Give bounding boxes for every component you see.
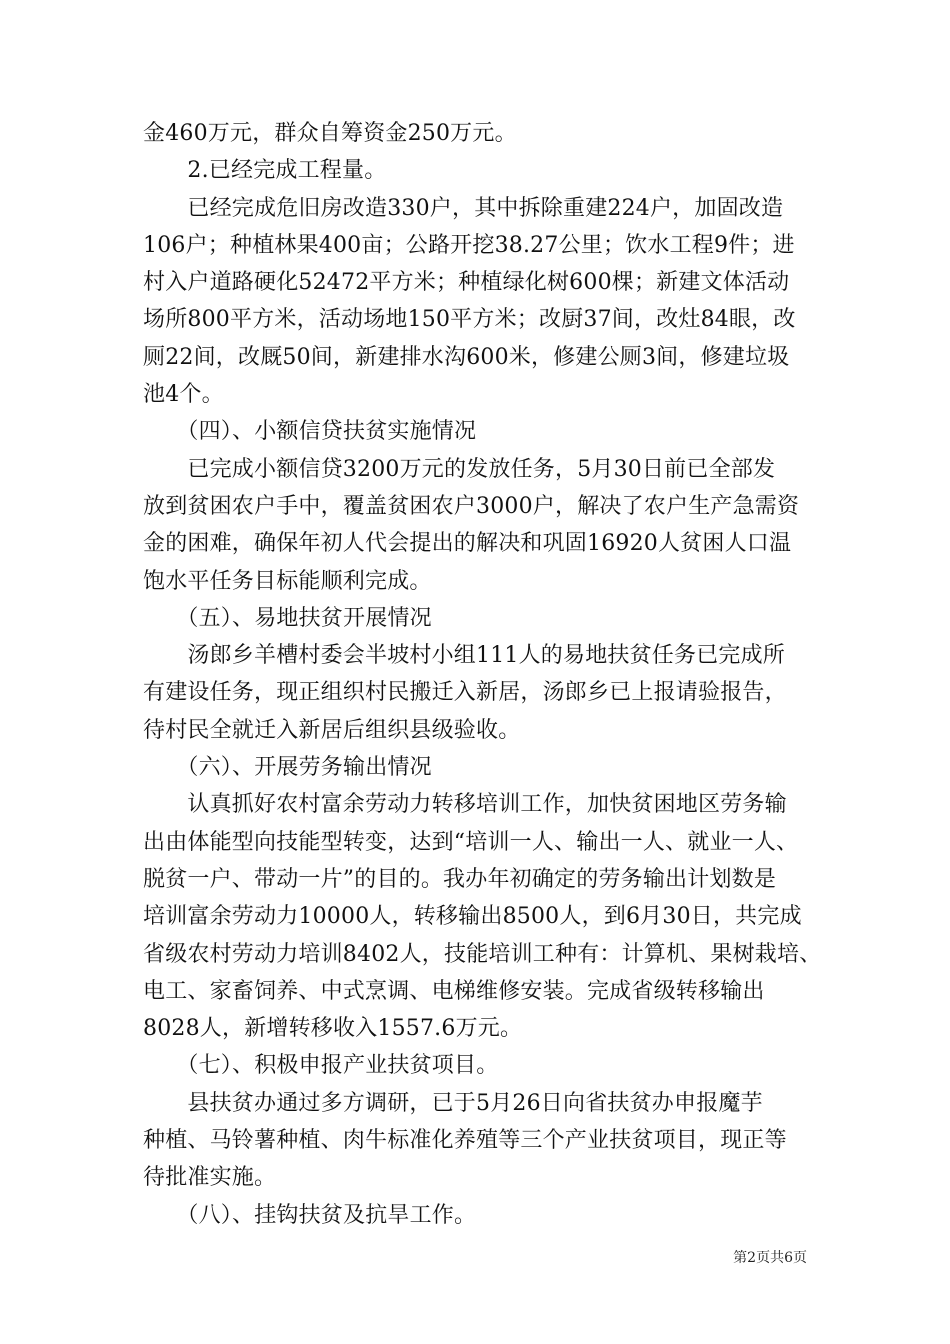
text-line: 放到贫困农户手中，覆盖贫困农户3000户，解决了农户生产急需资 [143, 493, 800, 519]
text-line: 脱贫一户、带动一片”的目的。我办年初确定的劳务输出计划数是 [143, 866, 777, 892]
text-line: 8028人，新增转移收入1557.6万元。 [143, 1016, 523, 1042]
text-line: 金460万元，群众自筹资金250万元。 [143, 121, 517, 146]
text-line: 省级农村劳动力培训8402人，技能培训工种有：计算机、果树栽培、 [143, 941, 822, 967]
text-line: 106户；种植林果400亩；公路开挖38.27公里；饮水工程9件；进 [143, 232, 795, 258]
section-heading: （四）、小额信贷扶贫实施情况 [143, 419, 477, 445]
section-heading: （八）、挂钩扶贫及抗旱工作。 [143, 1202, 477, 1228]
text-line: 有建设任务，现正组织村民搬迁入新居，汤郎乡已上报请验报告， [143, 680, 787, 706]
text-line: 电工、家畜饲养、中式烹调、电梯维修安装。完成省级转移输出 [143, 978, 765, 1004]
section-heading: （六）、开展劳务输出情况 [143, 755, 432, 781]
text-line: 县扶贫办通过多方调研，已于5月26日向省扶贫办申报魔芋 [143, 1090, 763, 1116]
text-line: 村入户道路硬化52472平方米；种植绿化树600棵；新建文体活动 [143, 270, 790, 296]
text-line: 场所800平方米，活动场地150平方米；改厨37间，改灶84眼，改 [143, 307, 796, 333]
text-line: 出由体能型向技能型转变，达到“培训一人、输出一人、就业一人、 [143, 829, 799, 855]
text-line: 池4个。 [143, 382, 224, 408]
text-line: 汤郎乡羊槽村委会半坡村小组111人的易地扶贫任务已完成所 [143, 643, 785, 669]
text-line: 已完成小额信贷3200万元的发放任务，5月30日前已全部发 [143, 456, 776, 482]
text-line: 待批准实施。 [143, 1165, 277, 1191]
text-line: 2.已经完成工程量。 [143, 158, 387, 184]
text-line: 认真抓好农村富余劳动力转移培训工作，加快贫困地区劳务输 [143, 792, 787, 818]
text-line: 已经完成危旧房改造330户，其中拆除重建224户，加固改造 [143, 195, 784, 221]
section-heading: （五）、易地扶贫开展情况 [143, 605, 432, 631]
document-body [143, 115, 822, 1234]
text-line: 待村民全就迁入新居后组织县级验收。 [143, 717, 521, 743]
text-line: 培训富余劳动力10000人，转移输出8500人，到6月30日，共完成 [143, 904, 802, 930]
text-line: 厕22间，改厩50间，新建排水沟600米，修建公厕3间，修建垃圾 [143, 344, 790, 370]
text-line: 金的困难，确保年初人代会提出的解决和巩固16920人贫困人口温 [143, 531, 792, 557]
text-line: 饱水平任务目标能顺利完成。 [143, 568, 432, 594]
section-heading: （七）、积极申报产业扶贫项目。 [143, 1053, 499, 1079]
text-line: 种植、马铃薯种植、肉牛标准化养殖等三个产业扶贫项目，现正等 [143, 1128, 787, 1154]
page-number-footer: 第2页共6页 [733, 1250, 807, 1266]
